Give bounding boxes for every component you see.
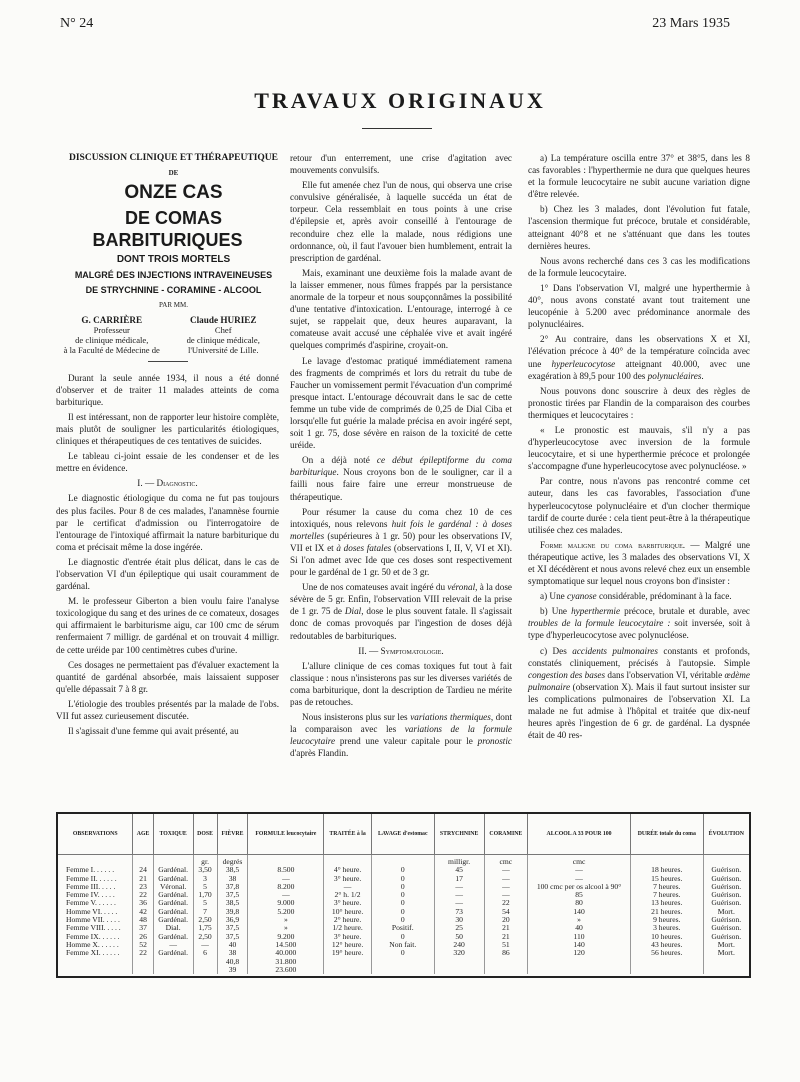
text-run: atteignant 40.000, avec une exagération à 89,5 pour 100 des xyxy=(528,358,750,381)
cell-obs: Femme IX. . . . . . xyxy=(58,933,133,941)
inline-heading: Forme maligne du coma barbiturique. xyxy=(540,539,686,550)
cell-strychnine: 25 xyxy=(434,924,484,932)
cell-fievre: 40,8 xyxy=(217,958,248,966)
paragraph xyxy=(290,581,512,641)
section-title: TRAVAUX ORIGINAUX xyxy=(254,88,546,113)
emphasis: ce début épileptiforme du coma barbiturique xyxy=(290,455,512,478)
emphasis: pronostic xyxy=(477,736,512,747)
cell-evolution xyxy=(703,958,749,966)
text-run: , à la dose sévère de 5 gr. Enfin, l'observation VIII relevait de la prise de 1 gr. 75 de xyxy=(290,582,512,617)
cell-duree: 10 heures. xyxy=(630,933,703,941)
cell-lavage: Non fait. xyxy=(371,941,434,949)
cell-toxique: — xyxy=(153,941,193,949)
cell-formule: 8.500 xyxy=(248,866,324,874)
paragraph: M. le professeur Giberton a bien voulu faire l'analyse toxicologique du sang et des urines de ce comateux, dosages qui affirmaient le barbiturisme aigu, car 100 cmc de sérum renfermaient 7 milligr. de gardénal et on trouvait 4 milligr. de cette uréide par 100 centimètres cubes d'urine. xyxy=(56,596,279,655)
text-run: c) Des xyxy=(540,645,573,656)
cell-toxique: Dial. xyxy=(153,924,193,932)
text-run: constants et profonds, constatés cliniquement, précisés à l'autopsie. Simple xyxy=(528,645,750,668)
cell-fievre: 36,9 xyxy=(217,916,248,924)
cell-lavage: 0 xyxy=(371,933,434,941)
unit-cell: gr. xyxy=(193,855,217,867)
cell-alcool: 80 xyxy=(528,899,631,907)
cell-obs xyxy=(58,966,133,974)
column-header: ÉVOLUTION xyxy=(703,814,749,855)
cell-fievre: 37,5 xyxy=(217,891,248,899)
cell-lavage: 0 xyxy=(371,899,434,907)
cell-strychnine: 50 xyxy=(434,933,484,941)
cell-strychnine: 240 xyxy=(434,941,484,949)
cell-obs: Femme XI. . . . . . xyxy=(58,949,133,957)
cell-lavage xyxy=(371,958,434,966)
text-run: (supérieures à 1 gr. 50) pour les observations IV, VII et IX et xyxy=(290,530,512,553)
cell-fievre: 37,5 xyxy=(217,933,248,941)
table-body xyxy=(58,855,749,975)
cell-evolution: Guérison. xyxy=(711,923,742,933)
text-run: — Malgré une thérapeutique active, les 3 malades des observations VI, X et XI décédèrent et nous avons relevé chez eux un ensemble symptomatique sur lequel nous croyons bon d'insister : xyxy=(528,539,751,587)
paragraph: Il est intéressant, non de rapporter leur histoire complète, mais plutôt de souligner les particularités étiologiques, cliniques et thérapeutiques de ces tentatives de suicides. xyxy=(56,411,279,447)
cell-lavage: Positif. xyxy=(371,924,434,932)
cell-evolution xyxy=(703,966,749,974)
emphasis: congestion des bases xyxy=(528,669,606,680)
paragraph: b) Chez les 3 malades, dont l'évolution fut fatale, l'ascension thermique fut précoce, brutale et considérable, atteignant 40°8 et ne s'atténuant que dans les toutes dernières heures. xyxy=(528,204,750,251)
cell-strychnine: — xyxy=(434,899,484,907)
text-run: 2° Au contraire, dans les observations X et XI, l'élévation précoce à 40° de la température coïncida avec une xyxy=(528,334,750,369)
text-run: , dose le plus souvent fatale. Il s'agissait donc de comas provoqués par l'ingestion de doses déjà redoutables de barbituriques. xyxy=(290,606,512,641)
column-header: CORAMINE xyxy=(484,814,528,855)
emphasis: hyperleucocytose xyxy=(551,358,616,369)
cell-obs: Homme VI. . . . . xyxy=(58,908,133,916)
text-run: On a déjà noté xyxy=(302,455,377,466)
cell-age xyxy=(133,966,153,974)
text-run: (observation X). Mais il faut surtout insister sur les complications pulmonaires de l'observation XI. La malade ne fut admise à l'hôpital et traitée que dix-neuf heures après l'ingestion de 6 gr. de gardénal. La dyspnée était de 40 res- xyxy=(528,681,750,741)
paragraph: a) La température oscilla entre 37° et 38°5, dans les 8 cas favorables : l'hyperthermie ne dura que quelques heures et la formule leucocytaire ne subit aucune variation digne d'être relevée. xyxy=(528,153,750,200)
cell-dose: 2,50 xyxy=(193,933,217,941)
cell-evolution: Guérison. xyxy=(711,890,742,900)
cell-obs: Homme X. . . . . . xyxy=(58,941,133,949)
cell-toxique: Gardénal. xyxy=(153,949,193,957)
unit-cell: degrés xyxy=(217,855,248,867)
cell-lavage: 0 xyxy=(371,891,434,899)
emphasis: huit fois le gardénal : à doses mortelles xyxy=(290,518,512,541)
column-header: LAVAGE d'estomac xyxy=(371,814,434,855)
cell-toxique: Véronal. xyxy=(153,883,193,891)
article-subtitle: DONT TROIS MORTELS xyxy=(116,254,231,266)
author-role: de clinique médicale, xyxy=(186,334,260,345)
cell-alcool: — xyxy=(528,875,631,883)
cell-alcool: » xyxy=(528,916,631,924)
cell-traitee: 3° heure. xyxy=(324,875,372,883)
author-name: G. CARRIÈRE xyxy=(81,314,143,325)
cell-formule: 9.200 xyxy=(248,933,324,941)
emphasis: variations de la formule leucocytaire xyxy=(290,724,512,747)
author-role: l'Université de Lille. xyxy=(187,344,259,355)
paragraph: Nous pouvons donc souscrire à deux des règles de pronostic tirées par Flandin de la comparaison des courbes thermiques et leucocytaires : xyxy=(528,385,750,420)
cell-dose: 7 xyxy=(193,908,217,916)
paragraph xyxy=(528,590,750,602)
title-divider xyxy=(148,361,188,362)
article-title-line: DE xyxy=(168,169,179,178)
paragraph: « Le pronostic est mauvais, s'il n'y a pas d'hyperleucocytose avec inversion de la formule leucocytaire, et si une hyperthermie précoce et prolongée s'accompagne d'une hyperleucocytose avec polynucléose. » xyxy=(528,424,750,472)
column-header: AGE xyxy=(133,814,153,855)
column-header: FIÈVRE xyxy=(217,814,248,855)
paragraph: Durant la seule année 1934, il nous a été donné d'observer et de traiter 11 malades atteints de coma barbiturique. xyxy=(56,372,279,407)
emphasis: polynucléaires xyxy=(647,370,702,381)
cell-traitee: 1/2 heure. xyxy=(324,924,372,932)
author-role: Chef xyxy=(214,324,232,335)
cell-coramine: — xyxy=(484,866,528,874)
cell-dose: 3,50 xyxy=(193,866,217,874)
cell-duree: 56 heures. xyxy=(630,949,703,957)
column-header: TRAITÉE à la xyxy=(324,814,372,855)
paragraph: Mais, examinant une deuxième fois la malade avant de la laisser emmener, nous fûmes frappés par la persistance anormale de la torpeur et nous soupçonnâmes la possibilité d'une tentative d'intoxication. L'entourage, interrogé à ce sujet, se rappelait que, deux heures auparavant, la comateuse avait accusé une céphalée vive et avait ingéré quelques comprimés d'aspirine, croyait-on. xyxy=(290,267,512,351)
cell-age: 42 xyxy=(133,908,153,916)
section-number: II. — xyxy=(358,645,381,656)
cell-fievre: 39 xyxy=(217,966,248,974)
table-header-row xyxy=(58,814,749,855)
text-run: b) Une xyxy=(540,606,572,617)
cell-age: 37 xyxy=(133,924,153,932)
article-title-main: ONZE CAS xyxy=(124,182,223,204)
paragraph: Nous avons recherché dans ces 3 cas les modifications de la formule leucocytaire. xyxy=(528,255,750,278)
cell-toxique: Gardénal. xyxy=(153,908,193,916)
paragraph: retour d'un enterrement, une crise d'agitation avec mouvements convulsifs. xyxy=(290,153,512,176)
emphasis: à doses fatales xyxy=(336,542,392,553)
cell-duree: 18 heures. xyxy=(630,866,703,874)
cell-evolution: Mort. xyxy=(717,948,735,958)
cell-lavage xyxy=(371,966,434,974)
text-run: prend une valeur capitale pour le xyxy=(335,736,478,747)
cell-toxique: Gardénal. xyxy=(153,933,193,941)
cell-formule: 9.000 xyxy=(248,899,324,907)
cell-traitee: 4° heure. xyxy=(324,866,372,874)
cell-fievre: 37,5 xyxy=(217,924,248,932)
emphasis: variations thermiques xyxy=(410,712,491,723)
observations-table-frame xyxy=(56,812,751,978)
cell-coramine: — xyxy=(484,883,528,891)
cell-age: 23 xyxy=(133,883,153,891)
cell-dose: 3 xyxy=(193,875,217,883)
cell-duree: 7 heures. xyxy=(630,883,703,891)
cell-toxique: Gardénal. xyxy=(153,875,193,883)
cell-coramine: 20 xyxy=(484,916,528,924)
cell-age: 21 xyxy=(133,875,153,883)
paragraph: L'allure clinique de ces comas toxiques fut tout à fait classique : nous n'insisterons pas sur les diverses variétés de coma barbiturique, dont la description de Tardieu ne mérite pas de retouches. xyxy=(290,660,512,708)
text-run: (observations I, II, V, VI et XI). Si l'on admet avec Ide que ces doses sont respectivement pour le gardénal de 1 gr. 50 et de 3 gr. xyxy=(290,542,512,578)
article-title-line: DISCUSSION CLINIQUE ET THÉRAPEUTIQUE xyxy=(69,153,278,163)
text-run: d'après Flandin. xyxy=(290,748,349,759)
cell-alcool xyxy=(528,966,631,974)
text-run: Nous insisterons plus sur les xyxy=(302,712,411,723)
paragraph: Le tableau ci-joint essaie de les condenser et de les mettre en évidence. xyxy=(56,451,279,474)
cell-formule: 14.500 xyxy=(248,941,324,949)
section-name: Symptomatologie. xyxy=(380,645,444,656)
cell-age: 36 xyxy=(133,899,153,907)
cell-traitee: 3° heure. xyxy=(324,899,372,907)
column-1 xyxy=(56,152,279,740)
cell-traitee: 10° heure. xyxy=(324,908,372,916)
cell-traitee xyxy=(324,958,372,966)
cell-duree xyxy=(630,966,703,974)
cell-toxique: Gardénal. xyxy=(153,891,193,899)
cell-dose: 1,70 xyxy=(193,891,217,899)
article-subtitle: DE STRYCHNINE - CORAMINE - ALCOOL xyxy=(85,285,262,296)
cell-age: 22 xyxy=(133,949,153,957)
cell-coramine: 21 xyxy=(484,933,528,941)
cell-duree: 3 heures. xyxy=(630,924,703,932)
cell-coramine xyxy=(484,966,528,974)
author-role: de clinique médicale, xyxy=(75,334,149,345)
section-divider xyxy=(362,128,432,129)
cell-alcool: — xyxy=(528,866,631,874)
paragraph xyxy=(528,645,750,742)
cell-alcool: 110 xyxy=(528,933,631,941)
cell-coramine: 86 xyxy=(484,949,528,957)
issue-date: 23 Mars 1935 xyxy=(652,16,730,31)
cell-dose: 1,75 xyxy=(193,924,217,932)
cell-fievre: 38 xyxy=(217,949,248,957)
cell-duree: 9 heures. xyxy=(630,916,703,924)
cell-alcool: 40 xyxy=(528,924,631,932)
cell-formule: 5.200 xyxy=(248,908,324,916)
cell-toxique: Gardénal. xyxy=(153,916,193,924)
cell-duree: 15 heures. xyxy=(630,875,703,883)
cell-strychnine: — xyxy=(434,883,484,891)
text-run: dans l'observation VI, véritable xyxy=(605,669,725,680)
cell-coramine: 54 xyxy=(484,908,528,916)
cell-dose: 5 xyxy=(193,899,217,907)
paragraph: Elle fut amenée chez l'un de nous, qui observa une crise convulsive généralisée, à laquelle succéda un état de torpeur. Cela ressemblait en tous points à une crise d'épilepsie et, après avoir conseillé à l'entourage de reconduire chez elle la malade, nous rédigions une ordonnance, où, il faut l'avouer bien humblement, entrait la prescription de gardénal. xyxy=(290,180,512,263)
cell-coramine: 22 xyxy=(484,899,528,907)
cell-alcool: 140 xyxy=(528,941,631,949)
cell-evolution: Guérison. xyxy=(711,873,742,883)
cell-traitee: 2° heure. xyxy=(324,916,372,924)
paragraph: Par contre, nous n'avons pas rencontré comme cet auteur, dans les cas favorables, l'association d'une hyperleucocytose polynucléaire et d'un clocher thermique tardif de courte durée : cela tient peut-être à la thérapeutique utilisée chez ces malades. xyxy=(528,476,750,535)
cell-alcool: 120 xyxy=(528,949,631,957)
cell-traitee: — xyxy=(324,883,372,891)
cell-formule: » xyxy=(248,916,324,924)
column-3 xyxy=(528,152,750,744)
cell-lavage: 0 xyxy=(371,916,434,924)
cell-strychnine: 320 xyxy=(434,949,484,957)
cell-fievre: 40 xyxy=(217,941,248,949)
cell-evolution: Mort. xyxy=(717,906,735,916)
cell-age: 24 xyxy=(133,866,153,874)
cell-strychnine xyxy=(434,966,484,974)
emphasis: accidents pulmonaires xyxy=(572,645,658,656)
cell-dose xyxy=(193,966,217,974)
author-role: Professeur xyxy=(93,324,130,335)
cell-fievre: 37,8 xyxy=(217,883,248,891)
emphasis: œdème pulmonaire xyxy=(528,669,750,692)
cell-strychnine: 73 xyxy=(434,908,484,916)
text-run: Une de nos comateuses avait ingéré du xyxy=(302,582,448,593)
cell-alcool: 140 xyxy=(528,908,631,916)
cell-dose: — xyxy=(193,941,217,949)
article-title-main: DE COMAS BARBITURIQUES xyxy=(92,208,243,251)
paragraph xyxy=(290,506,512,579)
cell-lavage: 0 xyxy=(371,866,434,874)
column-header: FORMULE leucocytaire xyxy=(248,814,324,855)
cell-formule: 31.800 xyxy=(248,958,324,966)
cell-coramine: — xyxy=(484,875,528,883)
section-name: Diagnostic. xyxy=(156,478,198,489)
paragraph: Le diagnostic étiologique du coma ne fut pas toujours des plus faciles. Pour 8 de ces malades, l'anamnèse fournie par le certificat d'admission ou l'interrogatoire de l'entourage de l'intoxiqué affirmait la nature barbiturique du coma et précisait même la dose ingérée. xyxy=(56,493,279,552)
cell-age: 26 xyxy=(133,933,153,941)
cell-dose xyxy=(193,958,217,966)
cell-evolution: Guérison. xyxy=(711,865,742,875)
section-heading xyxy=(290,645,512,657)
cell-obs: Femme IV. . . . . xyxy=(58,891,133,899)
cell-strychnine xyxy=(434,958,484,966)
cell-coramine: 51 xyxy=(484,941,528,949)
column-header: ALCOOL A 33 POUR 100 xyxy=(528,814,631,855)
column-2 xyxy=(290,152,512,763)
cell-evolution: Guérison. xyxy=(711,898,742,908)
cell-formule: 40.000 xyxy=(248,949,324,957)
cell-obs: Femme II. . . . . . xyxy=(58,875,133,883)
cell-lavage: 0 xyxy=(371,883,434,891)
cell-dose: 2,50 xyxy=(193,916,217,924)
paragraph xyxy=(290,454,512,502)
cell-fievre: 38,5 xyxy=(217,866,248,874)
paragraph: L'étiologie des troubles présentés par la malade de l'obs. VII fut assez curieusement discutée. xyxy=(56,698,279,721)
cell-strychnine: 17 xyxy=(434,875,484,883)
text-run: précoce, brutale et durable, avec xyxy=(620,606,750,617)
cell-lavage: 0 xyxy=(371,908,434,916)
cell-duree: 13 heures. xyxy=(630,899,703,907)
text-run: . Nous croyons bon de le souligner, car il a failli nous faire faire une erreur monstrueuse de thérapeutique. xyxy=(290,467,512,502)
author-role: à la Faculté de Médecine de xyxy=(63,344,160,355)
cell-toxique xyxy=(153,958,193,966)
cell-age xyxy=(133,958,153,966)
cell-obs: Homme VII. . . . . xyxy=(58,916,133,924)
cell-evolution: Guérison. xyxy=(711,881,742,891)
cell-traitee: 2° h. 1/2 xyxy=(324,891,372,899)
cell-alcool xyxy=(528,958,631,966)
paragraph: Il s'agissait d'une femme qui avait présenté, au xyxy=(68,726,239,737)
text-run: Pour résumer la cause du coma chez 10 de ces intoxiqués, nous relevons xyxy=(290,506,512,529)
author-2 xyxy=(168,315,280,355)
cell-duree xyxy=(630,958,703,966)
cell-formule: — xyxy=(248,891,324,899)
cell-strychnine: 45 xyxy=(434,866,484,874)
paragraph: 1° Dans l'observation VI, malgré une hyperthermie à 40°, nous avons constaté avant tout traitement une leucopénie à 5.200 avec prédominance anormale des polynucléaires. xyxy=(528,282,750,330)
cell-duree: 7 heures. xyxy=(630,891,703,899)
author-1 xyxy=(56,315,168,355)
text-run: a) Une xyxy=(540,591,568,602)
paragraph xyxy=(290,711,512,759)
cell-alcool: 100 cmc per os alcool à 90° xyxy=(528,883,631,891)
unit-cell: cmc xyxy=(528,855,631,867)
unit-cell: cmc xyxy=(484,855,528,867)
observations-table xyxy=(58,814,749,974)
column-header: DURÉE totale du coma xyxy=(630,814,703,855)
issue-number: N° 24 xyxy=(60,16,94,31)
column-header: OBSERVATIONS xyxy=(58,814,133,855)
article-subtitle: MALGRÉ DES INJECTIONS INTRAVEINEUSES xyxy=(74,270,273,281)
author-name: Claude HURIEZ xyxy=(189,314,257,325)
table-row xyxy=(58,966,749,974)
emphasis: Dial xyxy=(344,606,362,617)
cell-toxique: Gardénal. xyxy=(153,866,193,874)
paragraph: Le lavage d'estomac pratiqué immédiatement ramena des fragments de comprimés et lors du retrait du tube de Faucher un vomissement permit l'évacuation d'un comprimé presque intact. L'entourage découvrait dans le sac de cette femme un tube vide de comprimés de 0,25 de Dial Ciba et lorsqu'elle fut guérie la malade précisa en avoir ingéré sept, soit 1 gr. 75, dose sévère en raison de la toxicité de cette uréide. xyxy=(290,355,512,451)
author-block xyxy=(56,315,279,355)
cell-traitee: 3° heure. xyxy=(324,933,372,941)
cell-obs: Femme V. . . . . . xyxy=(58,899,133,907)
text-run: . xyxy=(701,370,704,381)
cell-formule: — xyxy=(248,875,324,883)
cell-age: 48 xyxy=(133,916,153,924)
cell-formule: » xyxy=(248,924,324,932)
cell-fievre: 39,8 xyxy=(217,908,248,916)
section-number: I. — xyxy=(137,478,157,489)
cell-traitee: 12° heure. xyxy=(324,941,372,949)
cell-traitee xyxy=(324,966,372,974)
section-heading xyxy=(56,477,279,489)
cell-formule: 8.200 xyxy=(248,883,324,891)
column-header: TOXIQUE xyxy=(153,814,193,855)
cell-toxique xyxy=(153,966,193,974)
cell-obs: Femme VIII. . . . . xyxy=(58,924,133,932)
emphasis: troubles de la formule leucocytaire : xyxy=(528,618,671,629)
paragraph xyxy=(528,605,750,641)
emphasis: cyanose xyxy=(567,591,597,602)
paragraph: Le diagnostic d'entrée était plus délicat, dans le cas de l'observation VI d'un épileptique qui usait couramment de gardénal. xyxy=(56,556,279,592)
cell-toxique: Gardénal. xyxy=(153,899,193,907)
cell-coramine xyxy=(484,958,528,966)
cell-evolution: Mort. xyxy=(717,939,735,949)
cell-formule: 23.600 xyxy=(248,966,324,974)
cell-dose: 5 xyxy=(193,883,217,891)
cell-traitee: 19° heure. xyxy=(324,949,372,957)
cell-obs: Femme III. . . . . xyxy=(58,883,133,891)
cell-obs: Femme I. . . . . . xyxy=(58,866,133,874)
cell-strychnine: 30 xyxy=(434,916,484,924)
cell-duree: 43 heures. xyxy=(630,941,703,949)
cell-lavage: 0 xyxy=(371,949,434,957)
cell-coramine: 21 xyxy=(484,924,528,932)
cell-age: 52 xyxy=(133,941,153,949)
table-row xyxy=(58,958,749,966)
text-run: soit inversée, soit à type d'hyperleucocytose avec polynucléose. xyxy=(528,618,750,641)
cell-evolution: Guérison. xyxy=(711,915,742,925)
cell-coramine: — xyxy=(484,891,528,899)
unit-cell: milligr. xyxy=(434,855,484,867)
text-run: , dont la comparaison avec les xyxy=(290,712,513,735)
cell-duree: 21 heures. xyxy=(630,908,703,916)
column-header: DOSE xyxy=(193,814,217,855)
cell-age: 22 xyxy=(133,891,153,899)
cell-fievre: 38 xyxy=(217,875,248,883)
paragraph xyxy=(528,333,750,381)
cell-evolution: Guérison. xyxy=(711,931,742,941)
text-run: considérable, prédominant à la face. xyxy=(596,591,732,602)
paragraph xyxy=(528,539,750,587)
cell-alcool: 85 xyxy=(528,891,631,899)
cell-lavage: 0 xyxy=(371,875,434,883)
byline-par: PAR MM. xyxy=(159,301,188,310)
emphasis: hyperthermie xyxy=(571,606,621,617)
table-row xyxy=(58,949,749,957)
cell-fievre: 38,5 xyxy=(217,899,248,907)
column-header: STRYCHNINE xyxy=(434,814,484,855)
cell-obs xyxy=(58,958,133,966)
cell-strychnine: — xyxy=(434,891,484,899)
cell-dose: 6 xyxy=(193,949,217,957)
paragraph: Ces dosages ne permettaient pas d'évaluer exactement la quantité de gardénal absorbée, mais laissaient supposer qu'elle dépassait 7 à 8 gr. xyxy=(56,659,279,694)
emphasis: véronal xyxy=(447,582,476,593)
